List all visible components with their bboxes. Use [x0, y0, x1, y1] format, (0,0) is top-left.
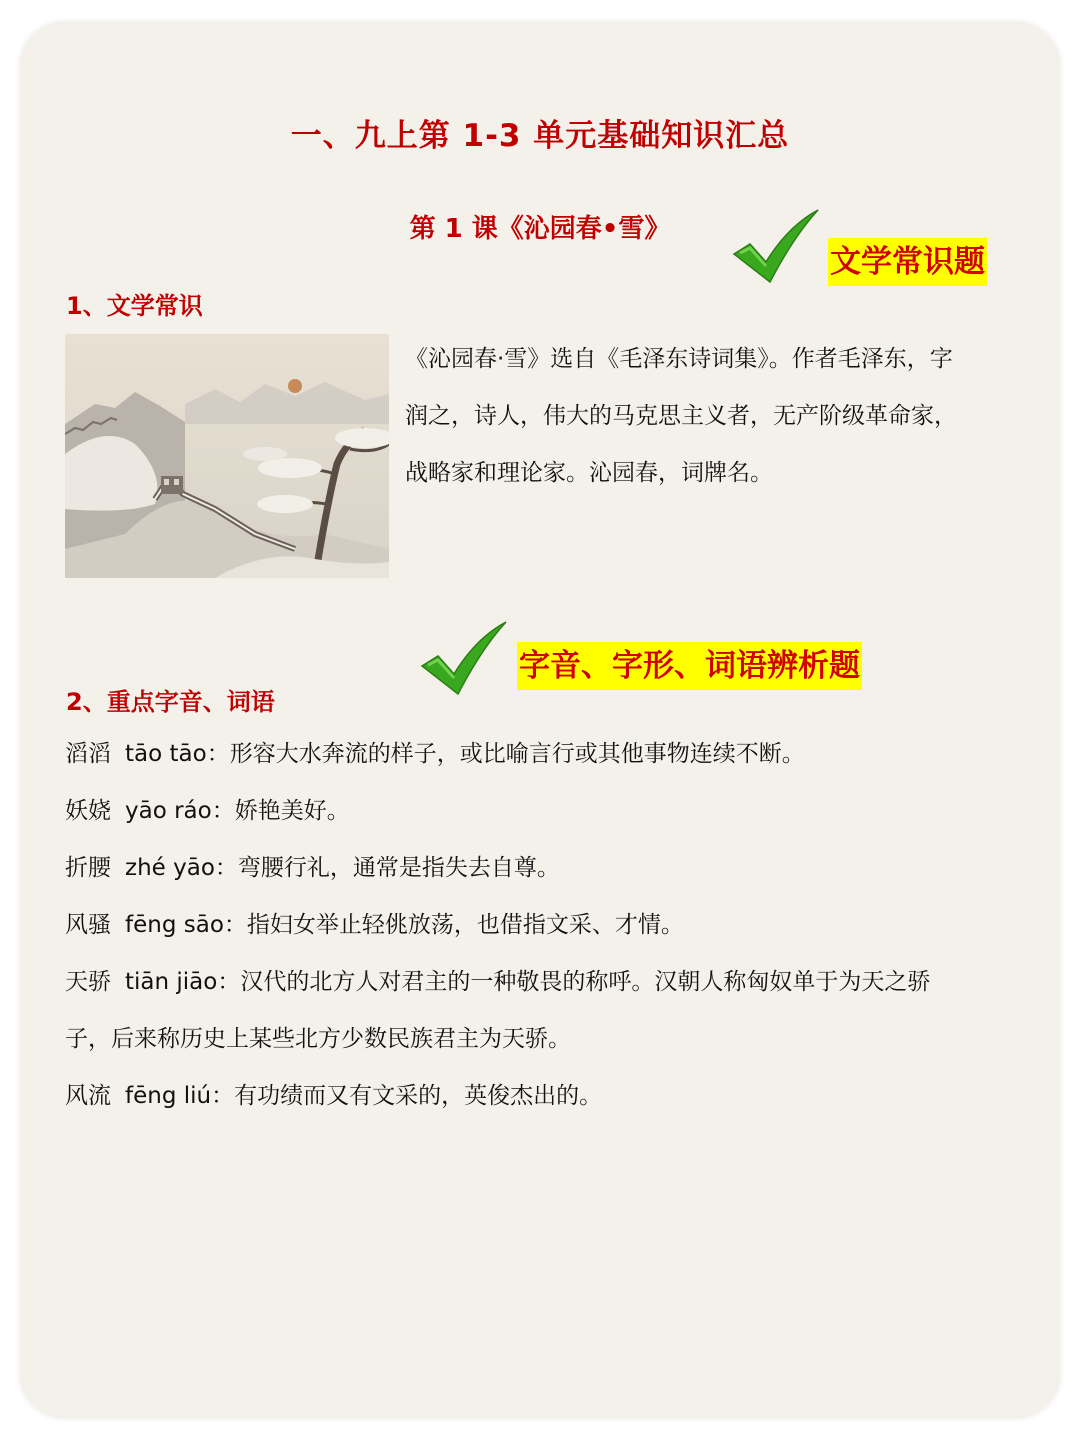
- vocab-word: 妖娆: [65, 798, 111, 824]
- vocab-pinyin: yāo ráo: [125, 798, 212, 824]
- green-checkmark-icon: [418, 618, 510, 698]
- vocab-definition: ：弯腰行礼，通常是指失去自尊。: [214, 855, 560, 881]
- list-item: [65, 1068, 1025, 1125]
- vocab-word: 折腰: [65, 855, 111, 881]
- section-heading-pronunciation: 2、重点字音、词语: [66, 688, 275, 716]
- great-wall-snow-illustration: [65, 334, 389, 578]
- section-heading-literature: 1、文学常识: [66, 292, 203, 320]
- document-page: [20, 22, 1060, 1418]
- pronunciation-question-badge: 字音、字形、词语辨析题: [517, 642, 862, 690]
- green-checkmark-icon: [730, 206, 822, 286]
- vocab-definition: ：娇艳美好。: [211, 798, 350, 824]
- vocab-word: 天骄: [65, 969, 111, 995]
- vocab-definition: ：形容大水奔流的样子，或比喻言行或其他事物连续不断。: [206, 741, 805, 767]
- vocab-word: 滔滔: [65, 741, 111, 767]
- vocab-word: 风流: [65, 1083, 111, 1109]
- vocab-word: 风骚: [65, 912, 111, 938]
- vocab-pinyin: tiān jiāo: [125, 969, 218, 995]
- literature-paragraph: [405, 331, 1045, 502]
- list-item: [65, 954, 1025, 1011]
- paragraph-line: 《沁园春·雪》选自《毛泽东诗词集》。作者毛泽东，字: [405, 346, 953, 372]
- page-title: 一、九上第 1-3 单元基础知识汇总: [290, 118, 790, 154]
- list-item: [65, 840, 1025, 897]
- list-item: [65, 726, 1025, 783]
- paragraph-line: 战略家和理论家。沁园春，词牌名。: [405, 460, 773, 486]
- vocab-pinyin: fēng sāo: [125, 912, 224, 938]
- list-item-continuation: 子，后来称历史上某些北方少数民族君主为天骄。: [65, 1026, 571, 1052]
- vocab-definition: ：有功绩而又有文采的，英俊杰出的。: [211, 1083, 603, 1109]
- paragraph-line: 润之，诗人，伟大的马克思主义者，无产阶级革命家，: [405, 403, 957, 429]
- vocab-pinyin: zhé yāo: [125, 855, 215, 881]
- list-item: [65, 897, 1025, 954]
- lesson-title: 第 1 课《沁园春•雪》: [409, 214, 671, 244]
- vocab-pinyin: fēng liú: [125, 1083, 212, 1109]
- list-item: [65, 783, 1025, 840]
- vocab-definition: ：指妇女举止轻佻放荡，也借指文采、才情。: [223, 912, 684, 938]
- vocab-pinyin: tāo tāo: [125, 741, 207, 767]
- vocabulary-list: [65, 726, 1025, 1125]
- literature-question-badge: 文学常识题: [828, 238, 987, 286]
- vocab-definition: ：汉代的北方人对君主的一种敬畏的称呼。汉朝人称匈奴单于为天之骄: [217, 969, 931, 995]
